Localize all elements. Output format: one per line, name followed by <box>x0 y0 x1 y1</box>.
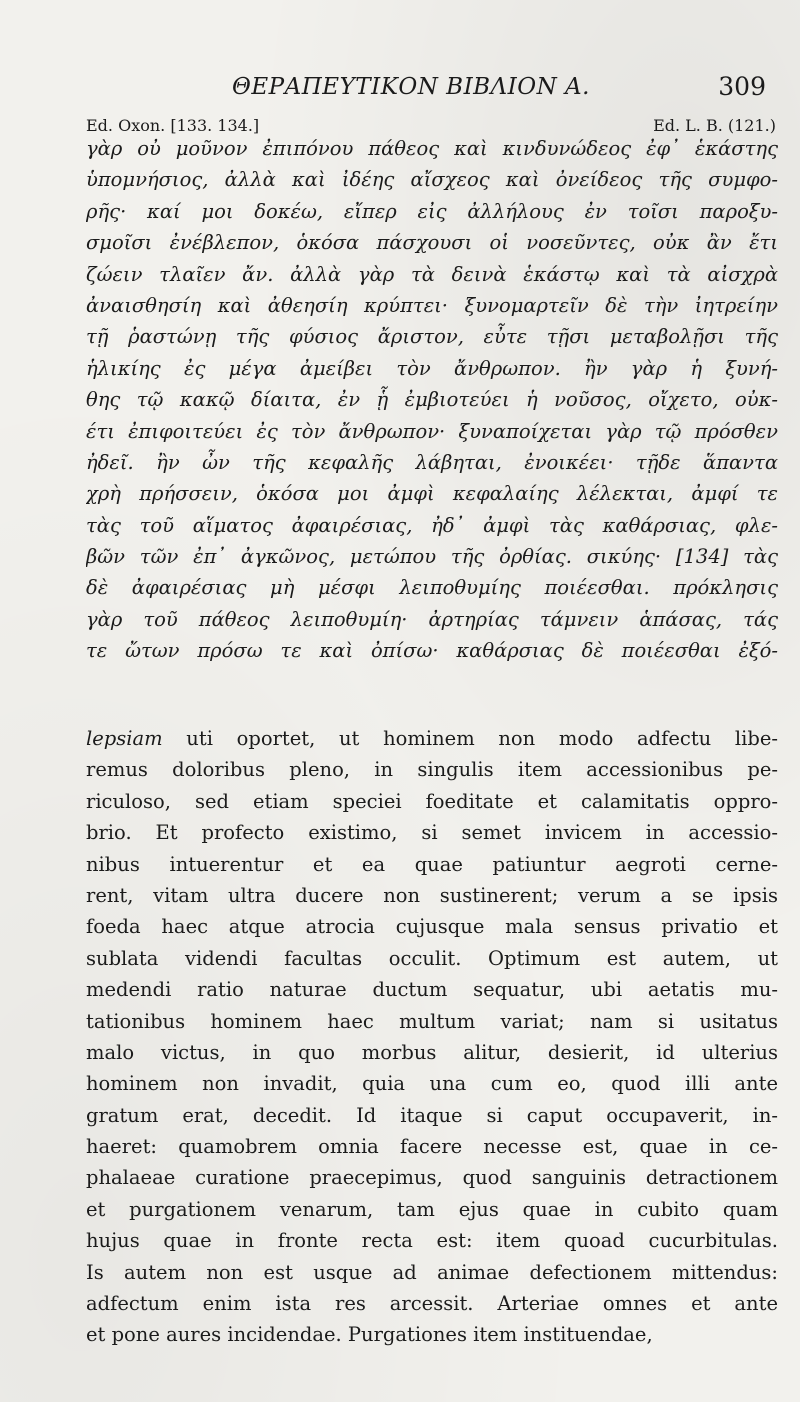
greek-line: ἡλικίης ἐς μέγα ἀμείβει τὸν ἄνθρωπον. ἢν γὰρ ἡ ξυνή- <box>86 356 778 380</box>
latin-line: et purgationem venarum, tam ejus quae in cubito quam <box>86 1197 778 1221</box>
greek-line: τε ὤτων πρόσω τε καὶ ὀπίσω· καθάρσιας δὲ ποιέεσθαι ἐξό- <box>86 639 778 663</box>
edition-leiden-reference: Ed. L. B. (121.) <box>653 116 776 135</box>
running-head <box>0 70 800 106</box>
latin-line: brio. Et profecto existimo, si semet invicem in accessio- <box>86 821 778 845</box>
latin-line: et pone aures incidendae. Purgationes item instituendae, <box>86 1323 653 1347</box>
greek-line: ρῆς· καί μοι δοκέω, εἴπερ εἰς ἀλλήλους ἐν τοῖσι παροξυ- <box>86 199 778 223</box>
latin-line: tationibus hominem haec multum variat; nam si usitatus <box>86 1009 778 1033</box>
greek-line: γὰρ οὐ μοῦνον ἐπιπόνου πάθεος καὶ κινδυνώδεος ἐφ᾽ ἑκάστης <box>86 137 778 160</box>
latin-line: gratum erat, decedit. Id itaque si caput occupaverit, in- <box>86 1103 778 1127</box>
latin-line-first <box>86 723 778 754</box>
page-number: 309 <box>718 72 766 101</box>
latin-line: Is autem non est usque ad animae defectionem mittendus: <box>86 1260 778 1284</box>
running-title: ΘΕΡΑΠΕΥΤΙΚΟΝ ΒΙΒΛΙΟΝ Α. <box>232 74 590 100</box>
greek-line: τῇ ῥαστώνῃ τῆς φύσιος ἄριστον, εὖτε τῇσι μεταβολῇσι τῆς <box>86 325 778 349</box>
greek-line: ζώειν τλαῖεν ἄν. ἀλλὰ γὰρ τὰ δεινὰ ἑκάστῳ καὶ τὰ αἰσχρὰ <box>86 262 778 286</box>
greek-line: γὰρ τοῦ πάθεος λειποθυμίη· ἀρτηρίας τάμνειν ἁπάσας, τάς <box>86 607 778 631</box>
latin-line: riculoso, sed etiam speciei foeditate et calamitatis oppro- <box>86 789 778 813</box>
greek-line: ἠδεῖ. ἢν ὦν τῆς κεφαλῆς λάβηται, ἐνοικέει· τῇδε ἅπαντα <box>86 450 778 474</box>
greek-line: δὲ ἀφαιρέσιας μὴ μέσφι λειποθυμίης ποιέεσθαι. πρόκλησις <box>86 576 778 600</box>
greek-line: θης τῷ κακῷ δίαιτα, ἐν ᾗ ἐμβιοτεύει ἡ νοῦσος, οἴχετο, οὐκ- <box>86 388 778 412</box>
greek-line: έτι ἐπιφοιτεύει ἐς τὸν ἄνθρωπον· ξυναποίχεται γὰρ τῷ πρόσθεν <box>86 419 778 443</box>
latin-line: foeda haec atque atrocia cujusque mala sensus privatio et <box>86 915 778 939</box>
latin-line: remus doloribus pleno, in singulis item accessionibus pe- <box>86 758 778 782</box>
greek-line: ἀναισθησίη καὶ ἀθεησίη κρύπτει· ξυνομαρτεῖν δὲ τὴν ἰητρείην <box>86 293 778 317</box>
greek-line: χρὴ πρήσσειν, ὁκόσα μοι ἀμφὶ κεφαλαίης λέλεκται, ἀμφί τε <box>86 482 778 506</box>
latin-translation <box>86 723 778 1351</box>
latin-line: adfectum enim ista res arcessit. Arteriae omnes et ante <box>86 1292 778 1316</box>
latin-line: nibus intuerentur et ea quae patiuntur aegroti cerne- <box>86 852 778 876</box>
greek-line: σμοῖσι ἐνέβλεπον, ὁκόσα πάσχουσι οἱ νοσεῦντες, οὐκ ἂν ἔτι <box>86 231 778 255</box>
greek-text <box>86 133 778 667</box>
latin-line: medendi ratio naturae ductum sequatur, ubi aetatis mu- <box>86 978 778 1002</box>
latin-line: malo victus, in quo morbus alitur, desierit, id ulterius <box>86 1040 778 1064</box>
greek-line: βῶν τῶν ἐπ᾽ ἀγκῶνος, μετώπου τῆς ὀρθίας. σικύης· [134] τὰς <box>86 545 778 569</box>
latin-line: hominem non invadit, quia una cum eo, quod illi ante <box>86 1072 778 1096</box>
greek-line: τὰς τοῦ αἵματος ἀφαιρέσιας, ἠδ᾽ ἀμφὶ τὰς καθάρσιας, φλε- <box>86 513 778 537</box>
latin-line: haeret: quamobrem omnia facere necesse est, quae in ce- <box>86 1135 778 1159</box>
latin-line: hujus quae in fronte recta est: item quoad cucurbitulas. <box>86 1229 778 1253</box>
latin-line: sublata videndi facultas occulit. Optimum est autem, ut <box>86 946 778 970</box>
latin-first-line-rest: uti oportet, ut hominem non modo adfectu libe- <box>162 727 778 750</box>
latin-line: phalaeae curatione praecepimus, quod sanguinis detractionem <box>86 1166 778 1190</box>
edition-oxford-reference: Ed. Oxon. [133. 134.] <box>86 116 260 135</box>
latin-first-word: lepsiam <box>86 727 163 750</box>
latin-line: rent, vitam ultra ducere non sustinerent; verum a se ipsis <box>86 883 778 907</box>
greek-line: ὑπομνήσιος, ἀλλὰ καὶ ἰδέης αἴσχεος καὶ ὀνείδεος τῆς συμφο- <box>86 168 778 192</box>
